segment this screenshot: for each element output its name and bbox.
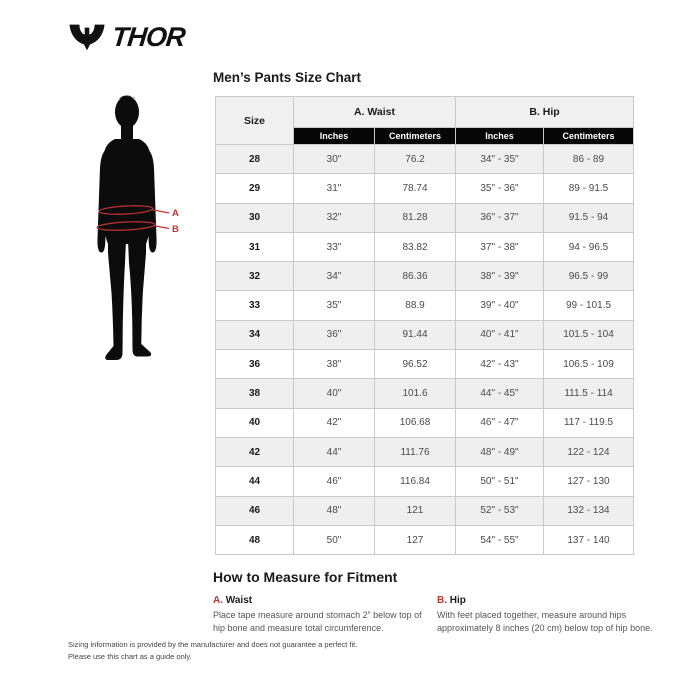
male-silhouette [85,93,185,371]
table-row [216,350,634,379]
value-cell: 76.2 [375,145,456,174]
value-cell: 35" - 36" [456,174,544,203]
value-cell: 36" [294,320,375,349]
value-cell: 52" - 53" [456,496,544,525]
size-cell: 32 [216,262,294,291]
size-table-body [216,145,634,555]
value-cell: 37" - 38" [456,232,544,261]
measure-item-waist [213,595,433,634]
value-cell: 106.5 - 109 [544,350,634,379]
value-cell: 44" [294,437,375,466]
table-row [216,437,634,466]
hip-label-b: B [172,224,179,235]
value-cell: 122 - 124 [544,437,634,466]
value-cell: 111.5 - 114 [544,379,634,408]
measure-letter-a: A. [213,595,223,606]
value-cell: 46" - 47" [456,408,544,437]
thor-horns-icon [68,23,106,52]
value-cell: 101.6 [375,379,456,408]
measure-text-hip: With feet placed together, measure around hips approximately 8 inches (20 cm) below top of hip bone. [437,610,653,633]
size-chart-table [215,96,634,555]
value-cell: 54" - 55" [456,525,544,554]
measure-label-waist [213,595,433,606]
measure-text-waist: Place tape measure around stomach 2” below top of hip bone and measure total circumference. [213,610,422,633]
value-cell: 86.36 [375,262,456,291]
waist-label-a: A [172,208,179,219]
value-cell: 132 - 134 [544,496,634,525]
value-cell: 94 - 96.5 [544,232,634,261]
body-silhouette-figure [85,93,185,371]
value-cell: 96.52 [375,350,456,379]
value-cell: 40" [294,379,375,408]
value-cell: 101.5 - 104 [544,320,634,349]
value-cell: 33" [294,232,375,261]
value-cell: 127 [375,525,456,554]
value-cell: 30" [294,145,375,174]
silhouette-left-leg [105,240,126,360]
thor-wordmark: THOR [110,22,187,52]
value-cell: 31" [294,174,375,203]
measure-letter-b: B. [437,595,447,606]
value-cell: 83.82 [375,232,456,261]
table-row [216,379,634,408]
value-cell: 127 - 130 [544,467,634,496]
value-cell: 91.5 - 94 [544,203,634,232]
thor-logo [68,22,185,53]
value-cell: 50" [294,525,375,554]
disclaimer [68,639,357,663]
value-cell: 106.68 [375,408,456,437]
value-cell: 42" - 43" [456,350,544,379]
subheader-waist-centimeters: Centimeters [375,128,456,145]
value-cell: 35" [294,291,375,320]
value-cell: 117 - 119.5 [544,408,634,437]
value-cell: 91.44 [375,320,456,349]
disclaimer-line-2: Please use this chart as a guide only. [68,652,192,661]
size-cell: 28 [216,145,294,174]
disclaimer-line-1: Sizing information is provided by the manufacturer and does not guarantee a perfect fit. [68,640,358,649]
table-row [216,408,634,437]
size-cell: 33 [216,291,294,320]
table-row [216,145,634,174]
measure-name-hip: Hip [449,595,466,606]
size-cell: 38 [216,379,294,408]
value-cell: 48" [294,496,375,525]
value-cell: 111.76 [375,437,456,466]
subheader-hip-inches: Inches [456,128,544,145]
size-cell: 40 [216,408,294,437]
measure-label-hip [437,595,665,606]
table-row [216,174,634,203]
measure-heading: How to Measure for Fitment [213,569,398,585]
value-cell: 86 - 89 [544,145,634,174]
column-header-size: Size [216,97,294,145]
value-cell: 38" [294,350,375,379]
measure-name-waist: Waist [225,595,253,606]
value-cell: 96.5 - 99 [544,262,634,291]
silhouette-right-leg [128,240,151,357]
subheader-hip-centimeters: Centimeters [544,128,634,145]
column-group-hip: B. Hip [456,97,634,128]
value-cell: 40" - 41" [456,320,544,349]
size-cell: 46 [216,496,294,525]
size-cell: 31 [216,232,294,261]
value-cell: 89 - 91.5 [544,174,634,203]
value-cell: 78.74 [375,174,456,203]
column-group-waist: A. Waist [294,97,456,128]
value-cell: 50" - 51" [456,467,544,496]
value-cell: 36" - 37" [456,203,544,232]
size-cell: 48 [216,525,294,554]
value-cell: 48" - 49" [456,437,544,466]
value-cell: 81.28 [375,203,456,232]
table-row [216,525,634,554]
value-cell: 38" - 39" [456,262,544,291]
value-cell: 137 - 140 [544,525,634,554]
value-cell: 44" - 45" [456,379,544,408]
subheader-waist-inches: Inches [294,128,375,145]
size-cell: 36 [216,350,294,379]
size-cell: 29 [216,174,294,203]
value-cell: 99 - 101.5 [544,291,634,320]
measure-item-hip [437,595,665,634]
size-cell: 44 [216,467,294,496]
table-row [216,496,634,525]
value-cell: 42" [294,408,375,437]
table-row [216,262,634,291]
chart-title: Men’s Pants Size Chart [213,70,362,85]
group-header-row [216,97,634,128]
value-cell: 121 [375,496,456,525]
value-cell: 116.84 [375,467,456,496]
size-cell: 42 [216,437,294,466]
value-cell: 39" - 40" [456,291,544,320]
table-row [216,467,634,496]
table-row [216,291,634,320]
value-cell: 32" [294,203,375,232]
table-row [216,232,634,261]
value-cell: 88.9 [375,291,456,320]
size-cell: 30 [216,203,294,232]
value-cell: 34" [294,262,375,291]
size-cell: 34 [216,320,294,349]
table-row [216,320,634,349]
value-cell: 46" [294,467,375,496]
table-row [216,203,634,232]
value-cell: 34" - 35" [456,145,544,174]
